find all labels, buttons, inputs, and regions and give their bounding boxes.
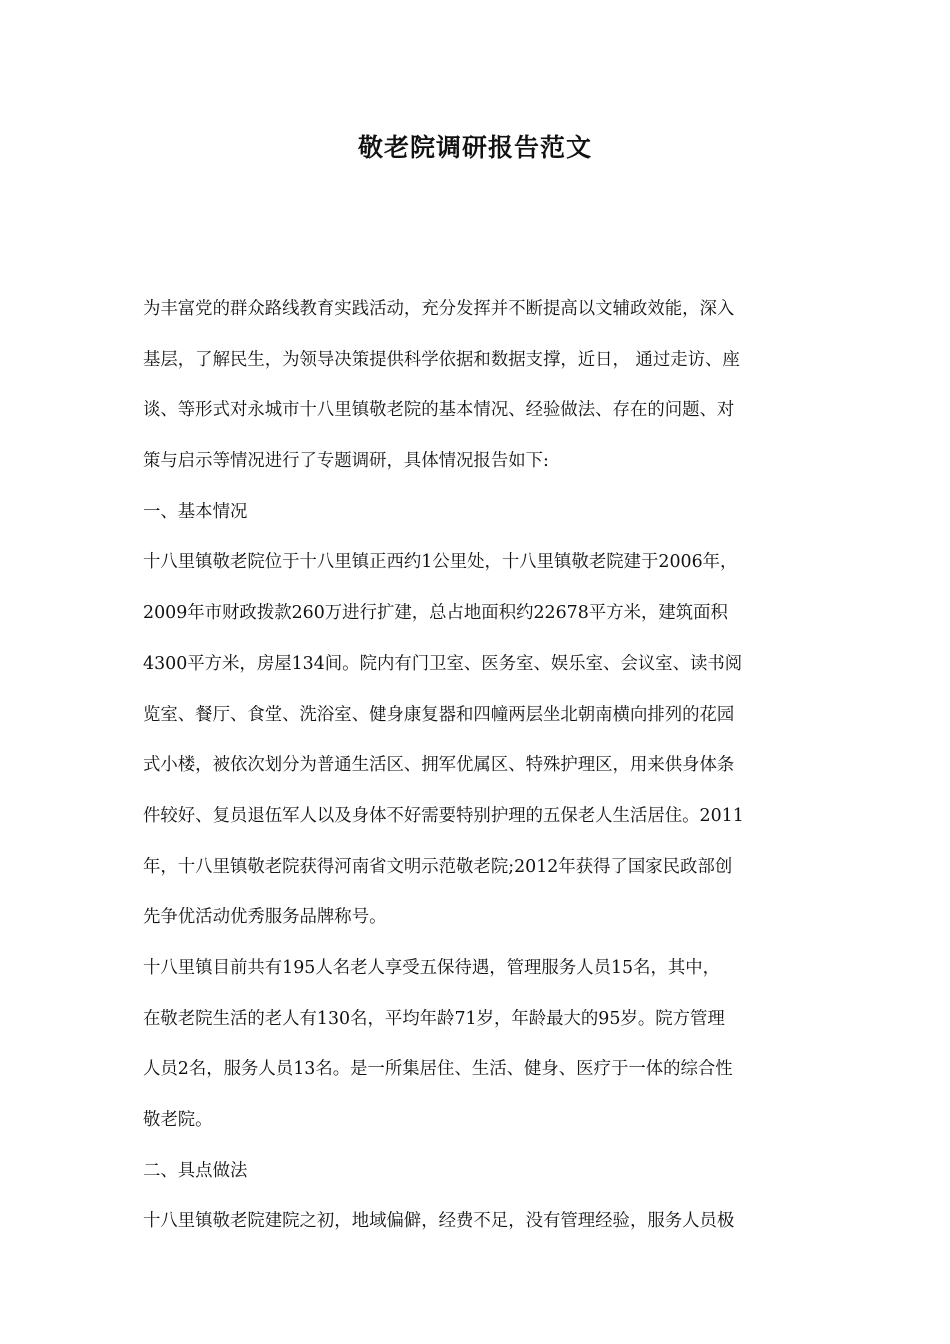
paragraph-line: 件较好、复员退伍军人以及身体不好需要特别护理的五保老人生活居住。2011 xyxy=(143,805,744,826)
paragraph-line: 年，十八里镇敬老院获得河南省文明示范敬老院;2012年获得了国家民政部创 xyxy=(143,856,733,877)
paragraph-line: 十八里镇目前共有195人名老人享受五保待遇，管理服务人员15名，其中， xyxy=(143,957,721,978)
section-heading: 一、基本情况 xyxy=(143,501,248,522)
document-title: 敬老院调研报告范文 xyxy=(357,133,592,162)
document-body xyxy=(143,284,809,1247)
paragraph-line: 为丰富党的群众路线教育实践活动，充分发挥并不断提高以文辅政效能，深入 xyxy=(143,299,735,319)
paragraph-line: 十八里镇敬老院位于十八里镇正西约1公里处，十八里镇敬老院建于2006年， xyxy=(143,552,738,573)
paragraph-line: 策与启示等情况进行了专题调研，具体情况报告如下: xyxy=(143,451,549,472)
paragraph-line: 2009年市财政拨款260万进行扩建，总占地面积约22678平方米，建筑面积 xyxy=(143,603,728,624)
paragraph-line: 基层，了解民生，为领导决策提供科学依据和数据支撑，近日， 通过走访、座 xyxy=(143,349,740,370)
paragraph-line: 十八里镇敬老院建院之初，地域偏僻，经费不足，没有管理经验，服务人员极 xyxy=(143,1211,735,1232)
paragraph-line: 览室、餐厅、食堂、洗浴室、健身康复器和四幢两层坐北朝南横向排列的花园 xyxy=(143,704,735,725)
paragraph-line: 谈、等形式对永城市十八里镇敬老院的基本情况、经验做法、存在的问题、对 xyxy=(143,400,735,421)
paragraph-line: 先争优活动优秀服务品牌称号。 xyxy=(143,907,387,928)
paragraph-line: 式小楼，被依次划分为普通生活区、拥军优属区、特殊护理区，用来供身体条 xyxy=(143,755,735,776)
paragraph-line: 敬老院。 xyxy=(143,1110,213,1130)
section-heading: 二、具点做法 xyxy=(143,1160,248,1181)
paragraph-line: 4300平方米，房屋134间。院内有门卫室、医务室、娱乐室、会议室、读书阅 xyxy=(143,653,743,674)
paragraph-line: 人员2名，服务人员13名。是一所集居住、生活、健身、医疗于一体的综合性 xyxy=(143,1059,733,1080)
paragraph-line: 在敬老院生活的老人有130名，平均年龄71岁，年龄最大的95岁。院方管理 xyxy=(143,1008,725,1029)
